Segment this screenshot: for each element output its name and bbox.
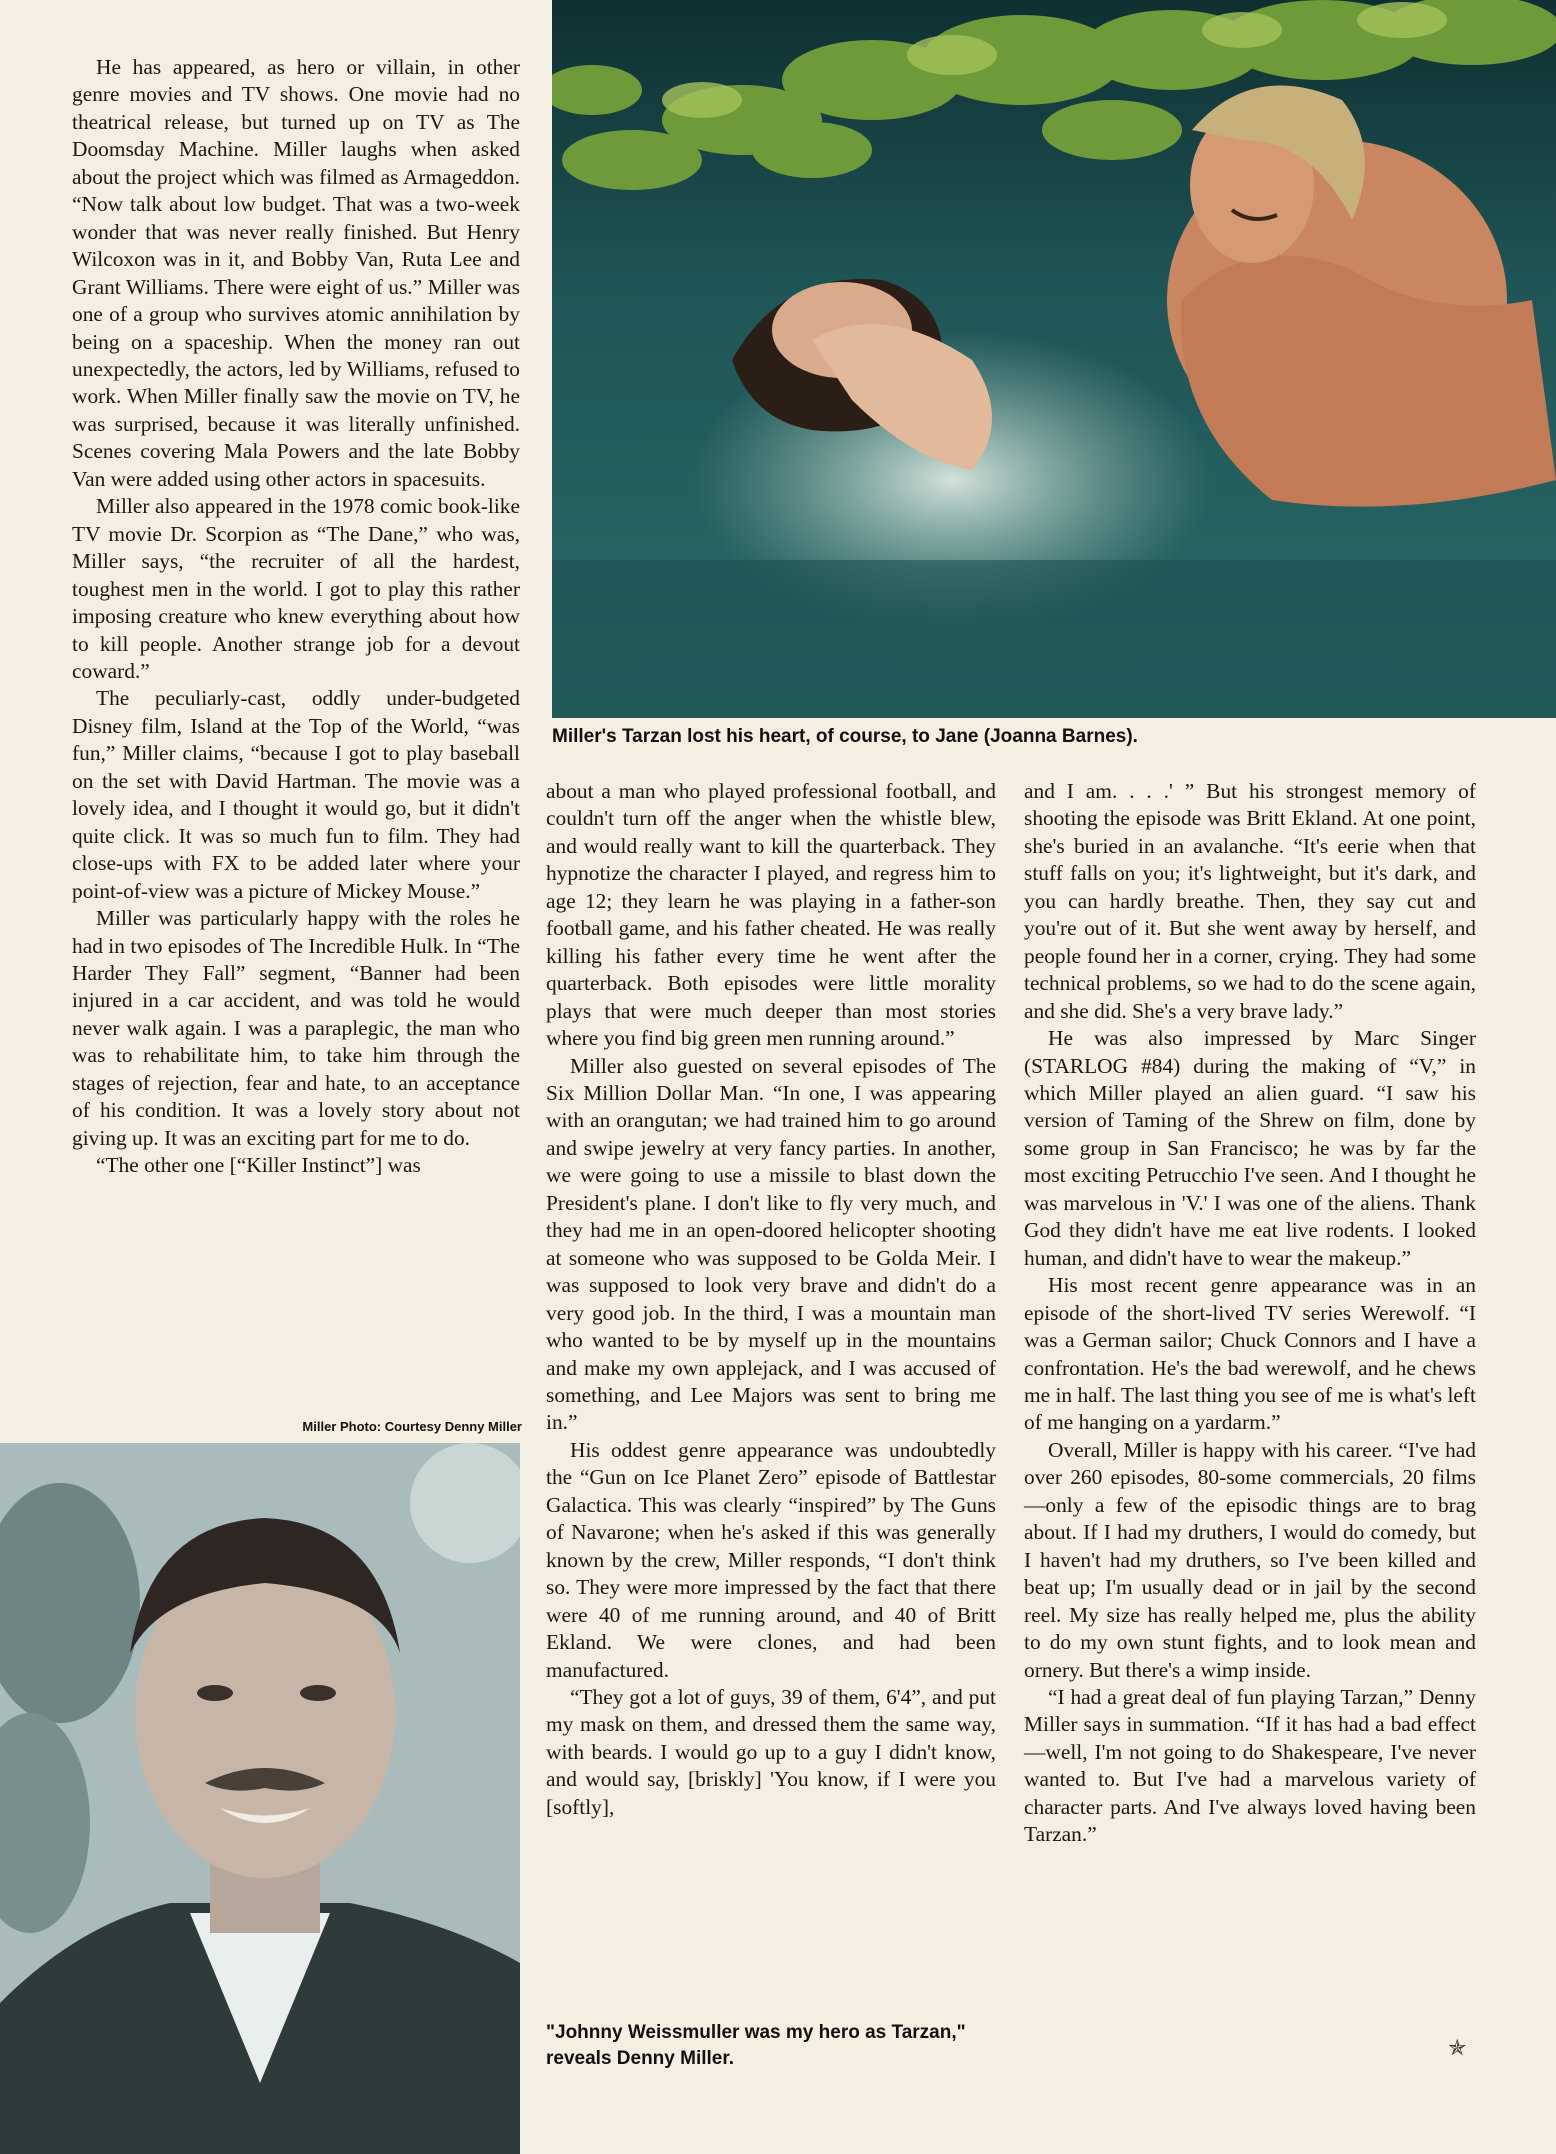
paragraph: Miller also appeared in the 1978 comic book-like TV movie Dr. Scorpion as “The Dane,” who was, Miller says, “the recruiter of all the hardest, toughest men in the world. I got to play this rather imposing creature who knew everything about how to kill people. Another strange job for a devout coward.” xyxy=(72,494,520,683)
photo-credit: Miller Photo: Courtesy Denny Miller xyxy=(302,1419,522,1434)
tarzan-jane-photo xyxy=(552,0,1556,718)
paragraph: Miller was particularly happy with the roles he had in two episodes of The Incredible Hulk. In “The Harder They Fall” segment, “Banner had been injured in a car accident, and was told he would never walk again. I was a paraplegic, the man who was to rehabilitate him, to take him through the stages of rejection, fear and hate, to an acceptance of his condition. It was a lovely story about not giving up. It was an exciting part for me to do. xyxy=(72,906,520,1150)
paragraph: “I had a great deal of fun playing Tarzan,” Denny Miller says in summation. “If it has had a bad effect—well, I'm not going to do Shakespeare, I've never wanted to. But I've had a marvelous variety of character parts. And I've always loved having been Tarzan.” xyxy=(1024,1684,1476,1847)
paragraph: about a man who played professional football, and couldn't turn off the anger when the whistle blew, and would really want to kill the quarterback. They hypnotize the character I played, and regress him to age 12; they learn he was playing in a father-son football game, and his father cheated. He was really killing his father every time he went after the quarterback. Both episodes were little morality plays that were much deeper than most stories where you find big green men running around.” xyxy=(546,779,996,1051)
paragraph: His oddest genre appearance was undoubtedly the “Gun on Ice Planet Zero” episode of Battlestar Galactica. This was clearly “inspired” by The Guns of Navarone; when he's asked if this was generally known by the crew, Miller responds, “I don't think so. They were more impressed by the fact that there were 40 of me running around, and 40 of Britt Ekland. We were clones, and had been manufactured. xyxy=(546,1437,996,1682)
paragraph: He has appeared, as hero or villain, in other genre movies and TV shows. One movie had no theatrical release, but turned up on TV as The Doomsday Machine. Miller laughs when asked about the project which was filmed as Armageddon. “Now talk about low budget. That was a two-week wonder that was never really finished. But Henry Wilcoxon was in it, and Bobby Van, Ruta Lee and Grant Williams. There were eight of us.” Miller was one of a group who survives atomic annihilation by being on a spaceship. When the money ran out unexpectedly, the actors, led by Williams, refused to work. When Miller finally saw the movie on TV, he was surprised, because it was literally unfinished. Scenes covering Mala Powers and the late Bobby Van were added using other actors in spacesuits. xyxy=(72,55,520,491)
article-column-3 xyxy=(1024,778,1476,1849)
article-column-2 xyxy=(546,778,996,1821)
paragraph: and I am. . . .' ” But his strongest memory of shooting the episode was Britt Ekland. At one point, she's buried in an avalanche. “It's eerie when that stuff falls on you; it's lightweight, but it's dark, and you can hardly breathe. Then, they say cut and you're out of it. But she went away by herself, and people found her in a corner, crying. They had some technical problems, so we had to do the scene again, and she did. She's a very brave lady.” xyxy=(1024,779,1476,1023)
paragraph: His most recent genre appearance was in an episode of the short-lived TV series Werewolf. “I was a German sailor; Chuck Connors and I have a confrontation. He's the bad werewolf, and he chews me in half. The last thing you see of me is what's left of me hanging on a yardarm.” xyxy=(1024,1273,1476,1435)
paragraph: “They got a lot of guys, 39 of them, 6'4”, and put my mask on them, and dressed them the same way, with beards. I would go up to a guy I didn't know, and would say, [briskly] 'You know, if I were you [softly], xyxy=(546,1684,996,1819)
end-star-icon: ✯ xyxy=(1448,2036,1467,2061)
photo-caption-bottom: "Johnny Weissmuller was my hero as Tarzan," reveals Denny Miller. xyxy=(546,2022,966,2069)
paragraph: “The other one [“Killer Instinct”] was xyxy=(96,1153,421,1178)
paragraph: The peculiarly-cast, oddly under-budgeted Disney film, Island at the Top of the World, “was fun,” Miller claims, “because I got to play baseball on the set with David Hartman. The movie was a lovely idea, and I thought it would go, but it didn't quite click. It was so much fun to film. They had close-ups with FX to be added later where your point-of-view was a picture of Mickey Mouse.” xyxy=(72,686,520,903)
article-column-1 xyxy=(72,54,520,1180)
paragraph: Miller also guested on several episodes of The Six Million Dollar Man. “In one, I was appearing with an orangutan; we had trained him to go around and swipe jewelry at very fancy parties. In another, we were going to use a missile to blast down the President's plane. I don't like to fly very much, and they had me in an open-doored helicopter shooting at someone who was supposed to be Golda Meir. I was supposed to look very brave and didn't do a very good job. In the third, I was a mountain man who wanted to be by myself up in the mountains and make my own applejack, and I was accused of something, and Lee Majors was sent to bring me in.” xyxy=(546,1053,996,1435)
paragraph: He was also impressed by Marc Singer (STARLOG #84) during the making of “V,” in which Miller played an alien guard. “I saw his version of Taming of the Shrew on film, done by some group in San Francisco; he was by far the most exciting Petrucchio I've seen. And I thought he was marvelous in 'V.' I was one of the aliens. Thank God they didn't have me eat live rodents. I looked human, and didn't have to wear the makeup.” xyxy=(1024,1026,1476,1270)
paragraph: Overall, Miller is happy with his career. “I've had over 260 episodes, 80-some commercials, 20 films—only a few of the episodic things are to brag about. If I had my druthers, I would do comedy, but I haven't had my druthers, so I've been killed and beat up; I'm usually dead or in jail by the second reel. My size has really helped me, plus the ability to do my own stunt fights, and to look mean and ornery. But there's a wimp inside. xyxy=(1024,1437,1476,1682)
denny-miller-portrait-photo xyxy=(0,1443,520,2154)
photo-caption-top: Miller's Tarzan lost his heart, of course, to Jane (Joanna Barnes). xyxy=(552,726,1138,747)
